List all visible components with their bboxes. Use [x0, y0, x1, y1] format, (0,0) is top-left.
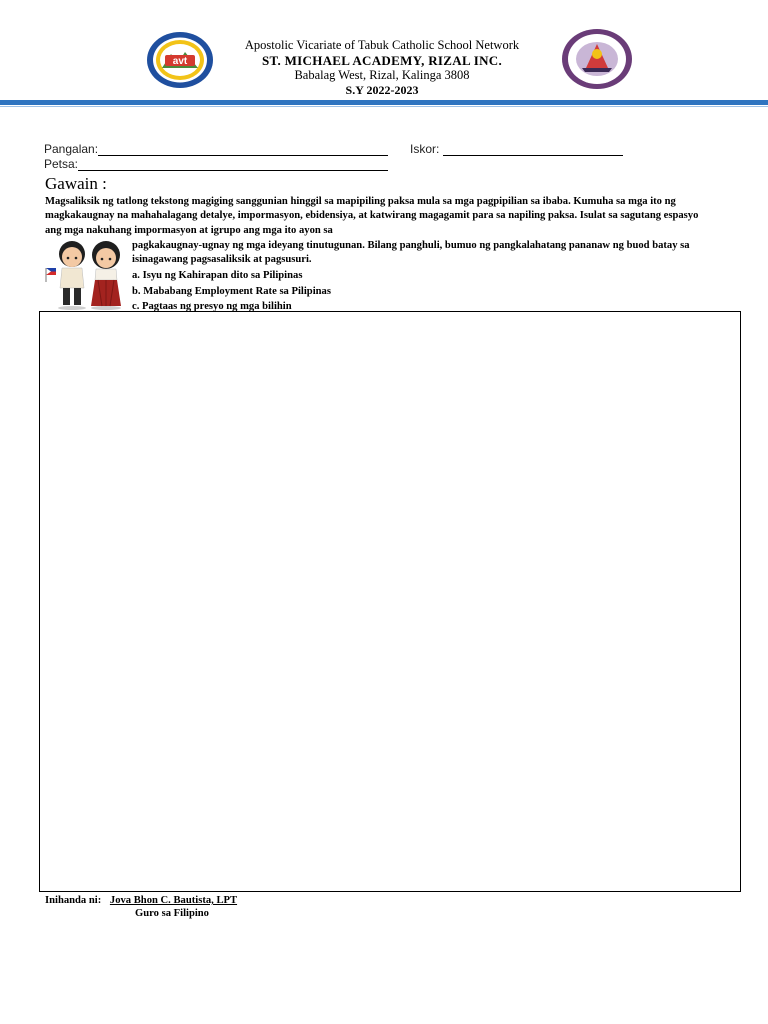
- prepared-label: Inihanda ni:: [45, 895, 102, 906]
- choice-a: a. Isyu ng Kahirapan dito sa Pilipinas: [132, 270, 303, 281]
- header-divider-shadow: [0, 106, 768, 107]
- left-logo-text: avt: [172, 56, 188, 67]
- student-info-fields: [44, 142, 744, 172]
- school-header-text: [222, 38, 542, 98]
- date-field[interactable]: [78, 160, 388, 171]
- school-address: Babalag West, Rizal, Kalinga 3808: [294, 68, 470, 82]
- teacher-name: Jova Bhon C. Bautista, LPT: [109, 895, 238, 906]
- activity-instructions: Magsaliksik ng tatlong tekstong magiging sanggunian hinggil sa mapipiling paksa mula sa mga pagpipilian sa ibaba. Kumuha sa mga ito ng magkakaugnay na mahahalagang detalye, impormasyon, ebidensiya, at katwirang magagamit para sa napiling paksa. Isulat sa sagutang espasyo ang mga nakuhang impormasyon at igrupo ang mga ito ayon sa: [45, 196, 699, 236]
- teacher-role: Guro sa Filipino: [135, 908, 209, 919]
- choice-b: b. Mababang Employment Rate sa Pilipinas: [132, 285, 331, 297]
- answer-space[interactable]: [39, 311, 741, 892]
- filipino-children-illustration: [44, 238, 128, 310]
- activity-title: Gawain :: [45, 174, 107, 193]
- school-year: S.Y 2022-2023: [345, 83, 419, 97]
- school-name: ST. MICHAEL ACADEMY, RIZAL INC.: [261, 53, 503, 68]
- score-field[interactable]: [443, 145, 623, 156]
- header-divider: [0, 100, 768, 105]
- name-field[interactable]: [98, 145, 388, 156]
- document-header: [0, 0, 768, 108]
- prepared-by: [45, 893, 237, 908]
- topic-choices: [132, 268, 331, 315]
- score-label: Iskor:: [410, 142, 440, 156]
- date-label: Petsa:: [44, 157, 79, 171]
- activity-instructions-continued: pagkakaugnay-ugnay ng mga ideyang tinutugunan. Bilang panghuli, bumuo ng pangkalahatang pananaw ng buod batay sa isinagawang pagsasaliksik at pagsusuri.: [132, 240, 690, 266]
- st-michael-academy-seal: [560, 28, 634, 90]
- choice-c: c. Pagtaas ng presyo ng mga bilihin: [132, 301, 292, 312]
- network-name: Apostolic Vicariate of Tabuk Catholic School Network: [244, 38, 520, 52]
- school-network-logo: [145, 30, 215, 90]
- name-label: Pangalan:: [44, 142, 99, 156]
